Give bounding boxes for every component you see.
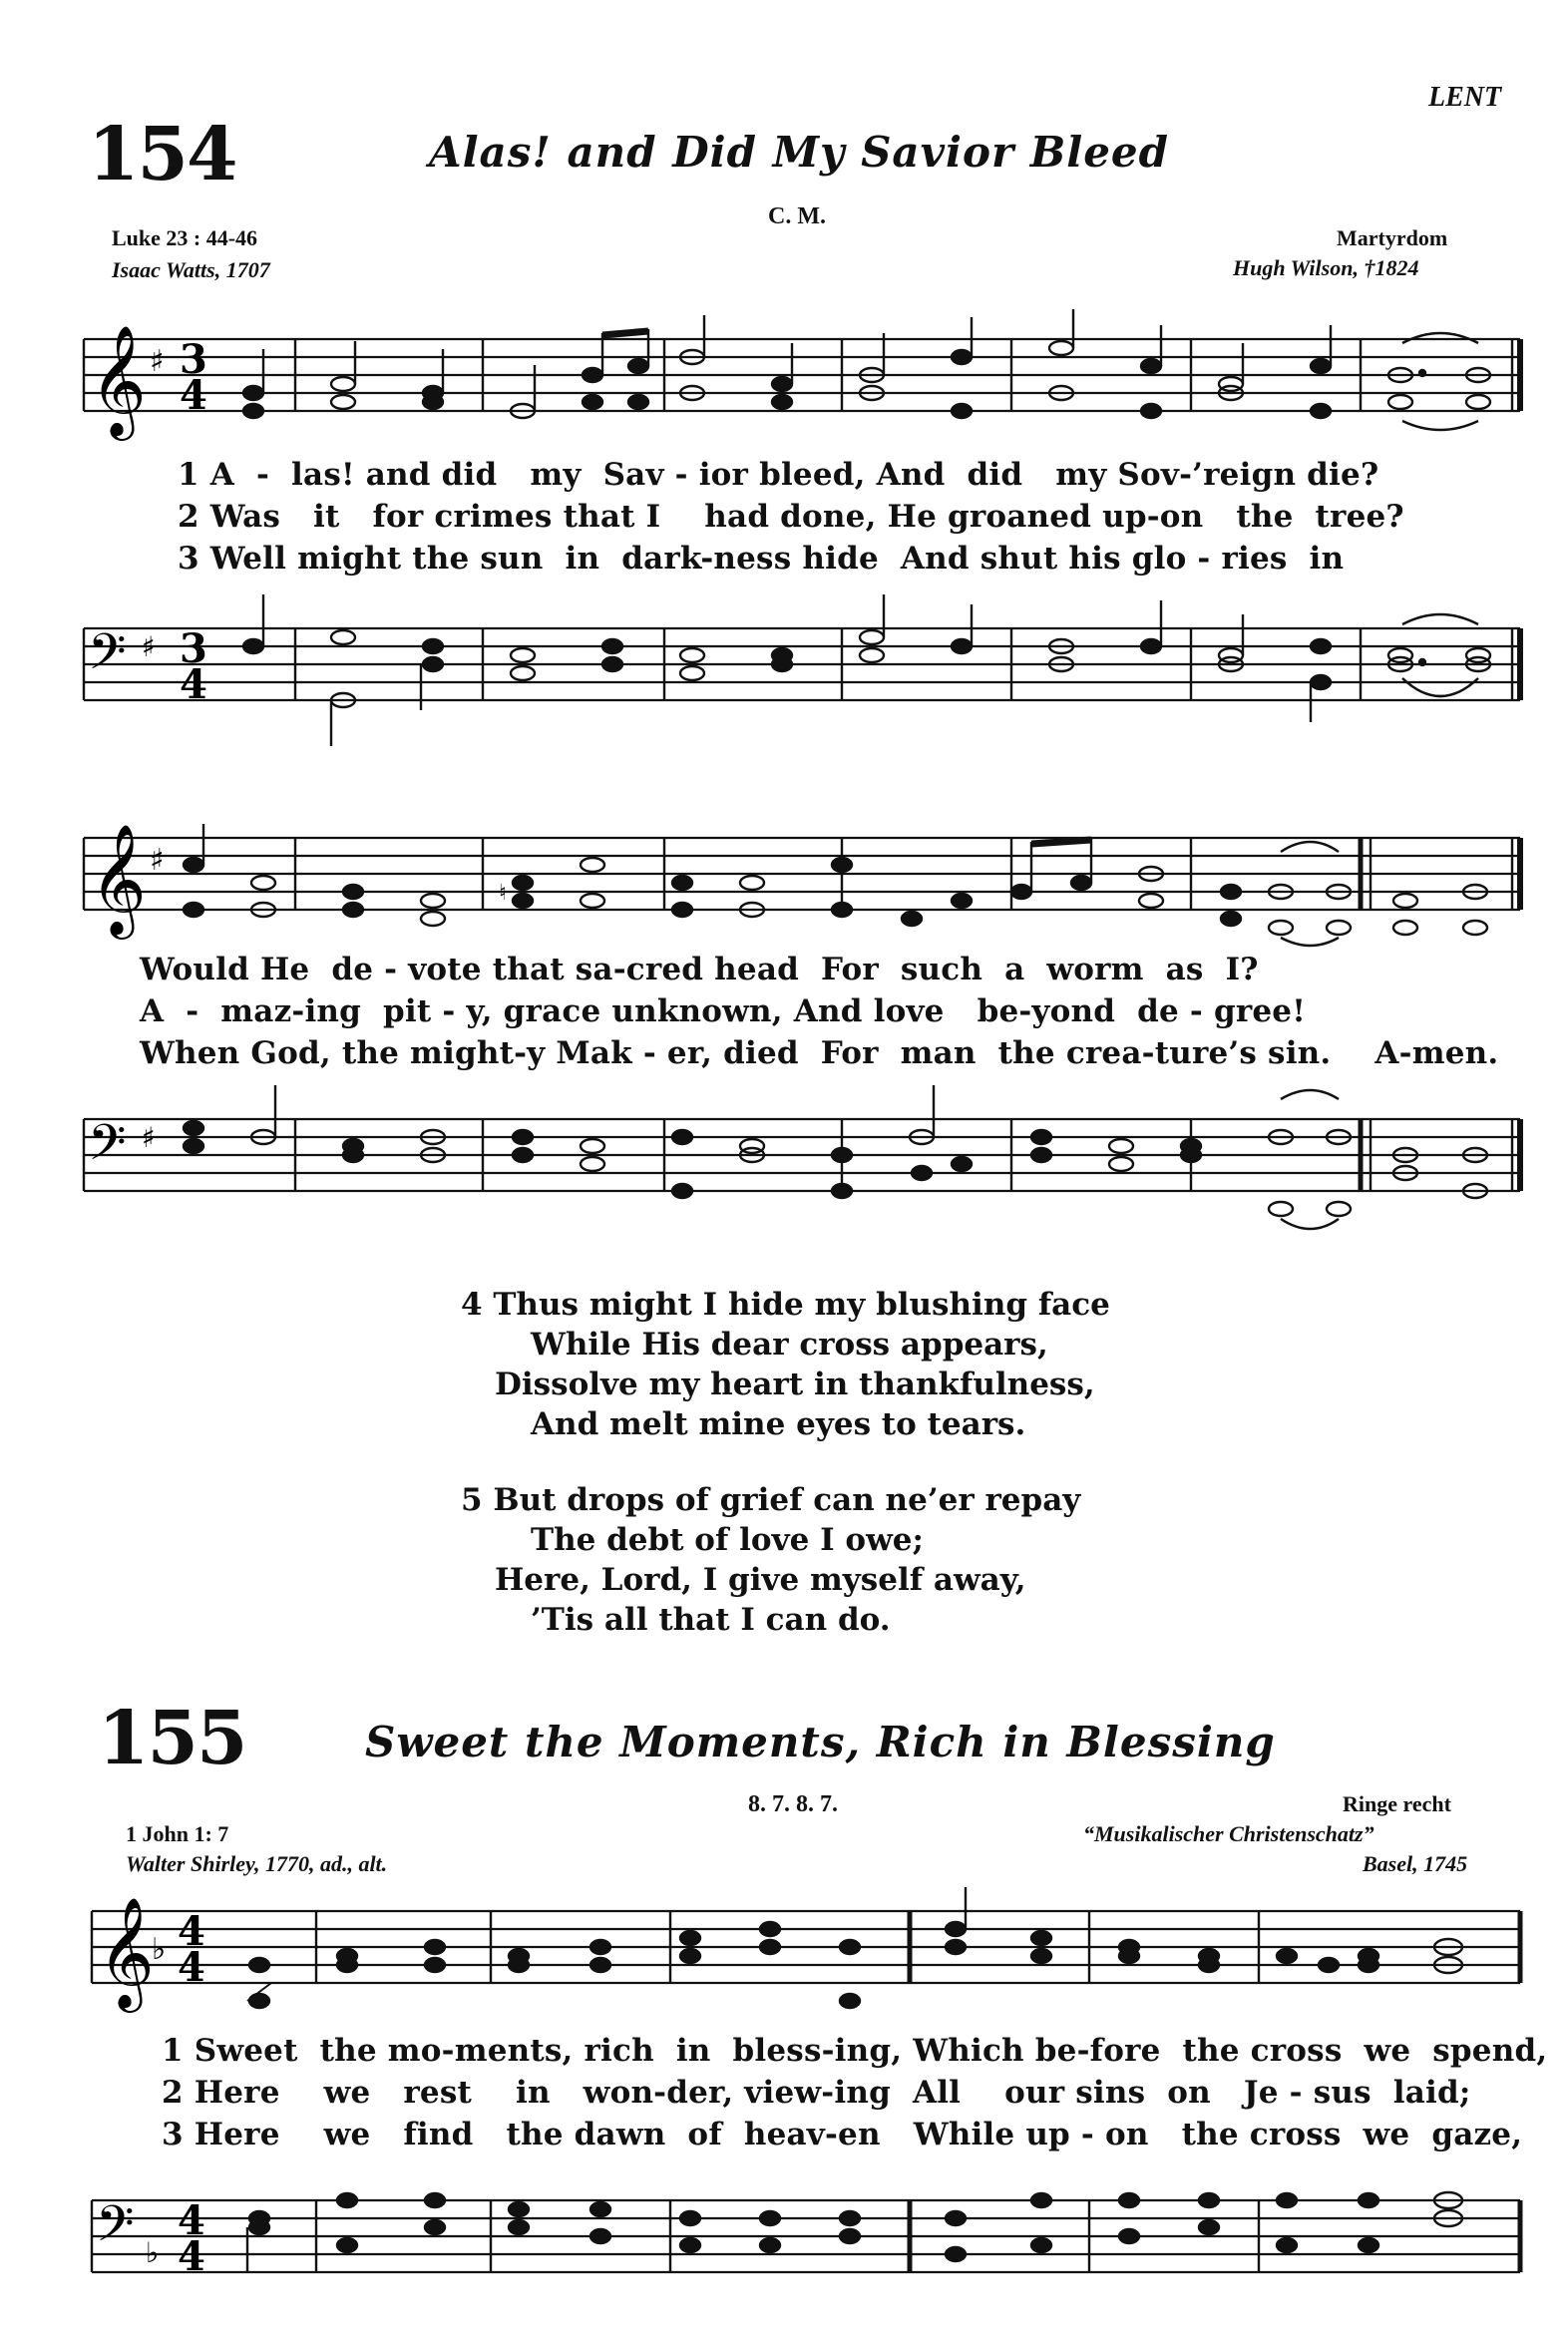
hymn-number-155: 155 xyxy=(98,1696,246,1781)
author-154: Isaac Watts, 1707 xyxy=(112,257,270,282)
hymn-title-154: Alas! and Did My Savior Bleed xyxy=(429,128,1170,177)
stanza-5-line-4: ’Tis all that I can do. xyxy=(531,1602,891,1638)
composer-154: Hugh Wilson, †1824 xyxy=(1233,255,1419,280)
svg-text:4: 4 xyxy=(178,1944,205,1991)
staff-bass-155-1 xyxy=(92,2190,1520,2300)
lyric-line-155-1: 1 Sweet the mo-ments, rich in bless-ing, Which be-fore the cross we spend, xyxy=(162,2033,1548,2069)
svg-text:𝄢: 𝄢 xyxy=(96,2195,135,2265)
scripture-ref-154: Luke 23 : 44-46 xyxy=(112,225,258,250)
meter-155: 8. 7. 8. 7. xyxy=(748,1791,838,1817)
svg-text:4: 4 xyxy=(180,372,207,419)
svg-text:4: 4 xyxy=(178,1908,205,1955)
svg-text:3: 3 xyxy=(180,625,207,672)
svg-text:♭: ♭ xyxy=(146,2236,160,2269)
svg-text:4: 4 xyxy=(178,2233,205,2280)
svg-text:𝄢: 𝄢 xyxy=(88,1114,127,1184)
lyric-line-154-s1-1: 1 A - las! and did my Sav - ior bleed, And did my Sov-’reign die? xyxy=(178,457,1379,493)
lyric-line-154-s2-1: Would He de - vote that sa-cred head For such a worm as I? xyxy=(140,952,1259,987)
stanza-4-line-2: While His dear cross appears, xyxy=(531,1327,1048,1363)
svg-text:3: 3 xyxy=(180,336,207,383)
stanza-4-line-1: 4 Thus might I hide my blushing face xyxy=(461,1287,1110,1323)
staff-bass-154-2 xyxy=(84,1109,1520,1219)
tune-name-155: Ringe recht xyxy=(1343,1791,1451,1816)
svg-text:𝄞: 𝄞 xyxy=(90,823,147,935)
stanza-5-line-3: Here, Lord, I give myself away, xyxy=(495,1562,1026,1598)
stanza-5-line-2: The debt of love I owe; xyxy=(531,1522,924,1558)
hymn-title-155: Sweet the Moments, Rich in Blessing xyxy=(365,1718,1276,1766)
svg-text:♯: ♯ xyxy=(142,630,156,663)
svg-text:♭: ♭ xyxy=(152,1932,167,1967)
svg-text:♯: ♯ xyxy=(150,344,165,379)
stanza-5-line-1: 5 But drops of grief can ne’er repay xyxy=(461,1482,1081,1518)
hymn-number-154: 154 xyxy=(88,112,236,197)
composer-155: Basel, 1745 xyxy=(1363,1851,1468,1876)
meter-154: C. M. xyxy=(768,203,826,229)
staff-treble-155-1 xyxy=(92,1896,1520,2011)
staff-treble-154-1 xyxy=(84,324,1520,439)
section-label: LENT xyxy=(1428,82,1502,113)
stanza-4-line-4: And melt mine eyes to tears. xyxy=(531,1406,1026,1442)
lyric-line-155-3: 3 Here we find the dawn of heav-en While up - on the cross we gaze, xyxy=(162,2117,1523,2152)
lyric-line-155-2: 2 Here we rest in won-der, view-ing All our sins on Je - sus laid; xyxy=(162,2075,1471,2111)
svg-text:𝄞: 𝄞 xyxy=(90,324,147,436)
svg-text:4: 4 xyxy=(180,661,207,708)
scripture-ref-155: 1 John 1: 7 xyxy=(126,1821,229,1846)
tune-name-154: Martyrdom xyxy=(1337,225,1448,250)
staff-treble-154-2 xyxy=(84,823,1520,938)
svg-text:𝄞: 𝄞 xyxy=(98,1896,155,2008)
stanza-4-line-3: Dissolve my heart in thankfulness, xyxy=(495,1367,1095,1402)
staff-bass-154-1 xyxy=(84,618,1520,728)
svg-text:𝄢: 𝄢 xyxy=(88,623,127,693)
author-155: Walter Shirley, 1770, ad., alt. xyxy=(126,1851,388,1876)
lyric-line-154-s2-2: A - maz-ing pit - y, grace unknown, And love be-yond de - gree! xyxy=(140,993,1307,1029)
svg-text:♯: ♯ xyxy=(150,843,165,878)
svg-text:♯: ♯ xyxy=(142,1121,156,1154)
lyric-line-154-s2-3: When God, the might-y Mak - er, died For man the crea-ture’s sin. A-men. xyxy=(140,1035,1499,1071)
svg-text:♮: ♮ xyxy=(499,881,507,906)
tune-source-155: “Musikalischer Christenschatz” xyxy=(1083,1821,1374,1846)
lyric-line-154-s1-3: 3 Well might the sun in dark-ness hide And shut his glo - ries in xyxy=(178,541,1345,577)
svg-text:4: 4 xyxy=(178,2197,205,2244)
lyric-line-154-s1-2: 2 Was it for crimes that I had done, He groaned up-on the tree? xyxy=(178,499,1404,535)
